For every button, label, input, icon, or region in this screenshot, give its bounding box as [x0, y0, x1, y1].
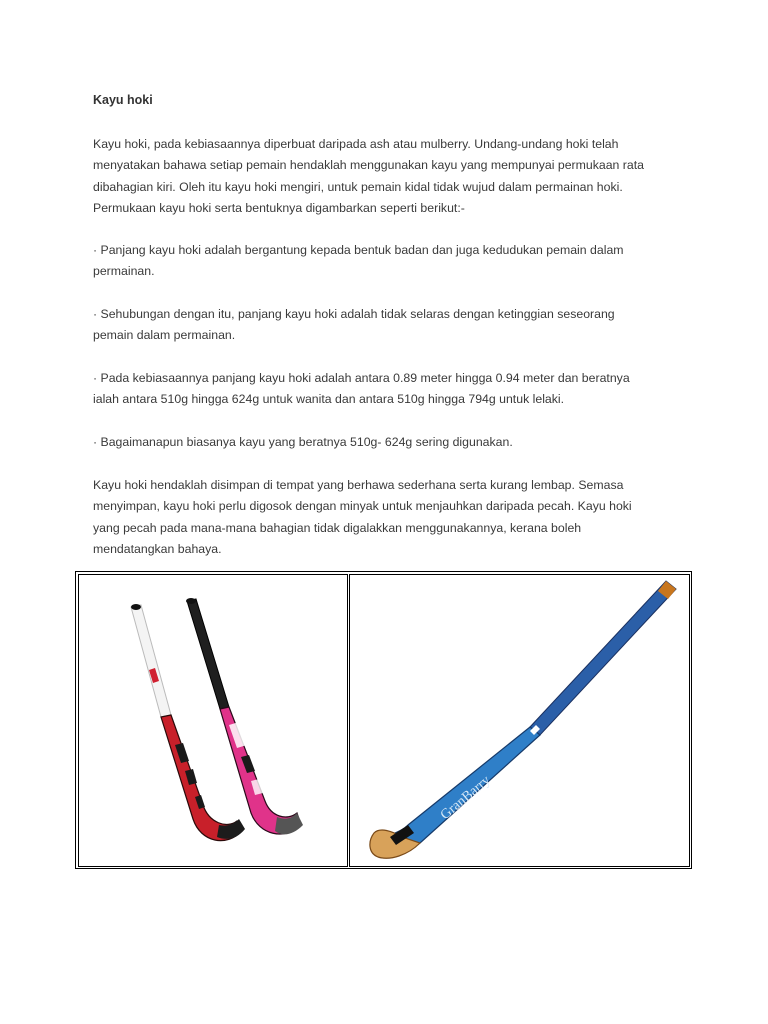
bullet-paragraph-4	[93, 432, 693, 453]
paragraph-line: Permukaan kayu hoki serta bentuknya digambarkan seperti berikut:-	[93, 200, 465, 215]
blue-hockey-stick-image	[349, 574, 690, 867]
blue-hockey-stick	[370, 581, 676, 858]
bullet-paragraph-3	[93, 368, 693, 411]
paragraph-line: mendatangkan bahaya.	[93, 541, 222, 556]
paragraph-line: · Panjang kayu hoki adalah bergantung kepada bentuk badan dan juga kedudukan pemain dalam	[93, 243, 624, 257]
paragraph-line: pemain dalam permainan.	[93, 328, 236, 343]
bullet-paragraph-2	[93, 304, 693, 347]
paragraph-line: menyatakan bahawa setiap pemain hendaklah menggunakan kayu yang mempunyai permukaan rata	[93, 158, 644, 173]
paragraph-line: menyimpan, kayu hoki perlu digosok dengan minyak untuk menjauhkan daripada pecah. Kayu hoki	[93, 499, 632, 514]
stick-brand-label: GranBarry	[437, 773, 494, 824]
image-table	[75, 571, 692, 869]
pink-hockey-stick	[186, 598, 303, 834]
two-sticks-illustration	[79, 575, 348, 867]
paragraph-line: · Bagaimanapun biasanya kayu yang beratnya 510g- 624g sering digunakan.	[93, 435, 513, 449]
paragraph-line: ialah antara 510g hingga 624g untuk wanita dan antara 510g hingga 794g untuk lelaki.	[93, 392, 565, 407]
blue-stick-illustration	[350, 575, 690, 867]
document-title: Kayu hoki	[93, 93, 153, 107]
two-hockey-sticks-image	[78, 574, 348, 867]
paragraph-line: permainan.	[93, 264, 155, 279]
closing-paragraph	[93, 475, 693, 560]
bullet-paragraph-1	[93, 240, 693, 283]
paragraph-line: · Pada kebiasaannya panjang kayu hoki adalah antara 0.89 meter hingga 0.94 meter dan beratnya	[93, 371, 630, 385]
paragraph-line: · Sehubungan dengan itu, panjang kayu hoki adalah tidak selaras dengan ketinggian seseorang	[93, 307, 615, 321]
paragraph-line: Kayu hoki hendaklah disimpan di tempat yang berhawa sederhana serta kurang lembap. Semasa	[93, 478, 624, 492]
paragraph-line: yang pecah pada mana-mana bahagian tidak digalakkan menggunakannya, kerana boleh	[93, 520, 582, 535]
paragraph-line: Kayu hoki, pada kebiasaannya diperbuat daripada ash atau mulberry. Undang-undang hoki telah	[93, 137, 619, 151]
paragraph-line: dibahagian kiri. Oleh itu kayu hoki mengiri, untuk pemain kidal tidak wujud dalam permainan hoki.	[93, 179, 623, 194]
intro-paragraph	[93, 134, 693, 219]
